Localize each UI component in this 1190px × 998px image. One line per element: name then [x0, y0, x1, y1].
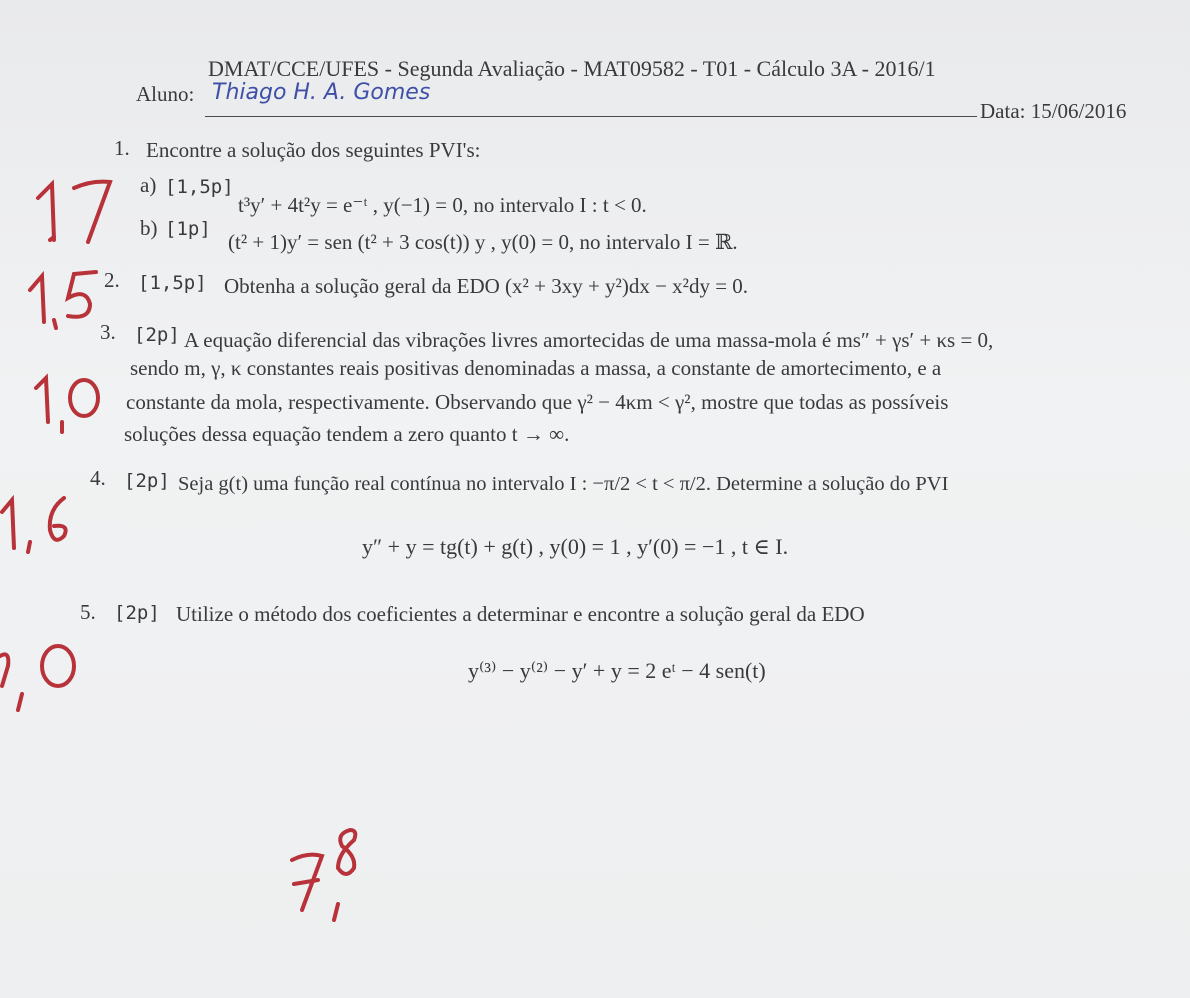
exam-title: DMAT/CCE/UFES - Segunda Avaliação - MAT09582 - T01 - Cálculo 3A - 2016/1: [208, 56, 936, 81]
q1a-points: [1,5p]: [165, 176, 234, 198]
q5-points: [2p]: [114, 602, 160, 624]
q3-line-2: sendo m, γ, κ constantes reais positivas denominadas a massa, a constante de amortecimento, e a: [130, 356, 942, 380]
q3-points: [2p]: [134, 324, 180, 346]
exam-date: Data: 15/06/2016: [980, 99, 1127, 123]
grade-q4-handwritten: [0, 490, 80, 564]
q4-number: 4.: [90, 466, 106, 490]
q2-number: 2.: [104, 268, 120, 292]
q3-line-4: soluções dessa equação tendem a zero quanto t → ∞.: [124, 422, 570, 446]
q1b-math: (t² + 1)y′ = sen (t² + 3 cos(t)) y , y(0) = 0, no intervalo I = ℝ.: [228, 230, 738, 254]
student-name-handwritten: Thiago H. A. Gomes: [212, 80, 431, 105]
q1a-math: t³y′ + 4t²y = e⁻ᵗ , y(−1) = 0, no intervalo I : t < 0.: [238, 193, 647, 217]
q5-text: Utilize o método dos coeficientes a determinar e encontre a solução geral da EDO: [176, 602, 865, 626]
grade-total-handwritten: [284, 820, 374, 934]
q4-text: Seja g(t) uma função real contínua no intervalo I : −π/2 < t < π/2. Determine a solução do PVI: [178, 473, 949, 495]
grade-q2-handwritten: [24, 264, 114, 338]
q1b-label: b): [140, 216, 158, 240]
q1a-label: a): [140, 173, 157, 197]
grade-q5-handwritten: [0, 636, 90, 730]
q3-number: 3.: [100, 320, 116, 344]
q4-equation: y″ + y = tg(t) + g(t) , y(0) = 1 , y′(0) = −1 , t ∈ I.: [362, 534, 789, 559]
q3-line-3: constante da mola, respectivamente. Observando que γ² − 4κm < γ², mostre que todas as possíveis: [126, 390, 949, 414]
q5-number: 5.: [80, 600, 96, 624]
q3-line-1: A equação diferencial das vibrações livres amortecidas de uma massa-mola é ms″ + γs′ + κs = 0,: [184, 328, 994, 352]
q4-points: [2p]: [124, 470, 170, 492]
grade-q1-handwritten: [30, 170, 120, 254]
aluno-label: Aluno:: [136, 82, 195, 106]
q2-text: Obtenha a solução geral da EDO (x² + 3xy + y²)dx − x²dy = 0.: [224, 274, 749, 298]
q1-text: Encontre a solução dos seguintes PVI's:: [146, 138, 481, 162]
grade-q3-handwritten: [30, 370, 110, 444]
q1b-points: [1p]: [165, 218, 211, 240]
q2-points: [1,5p]: [138, 272, 207, 294]
q5-equation: y⁽³⁾ − y⁽²⁾ − y′ + y = 2 eᵗ − 4 sen(t): [468, 658, 766, 683]
q1-number: 1.: [114, 136, 130, 160]
name-underline: [205, 116, 977, 117]
